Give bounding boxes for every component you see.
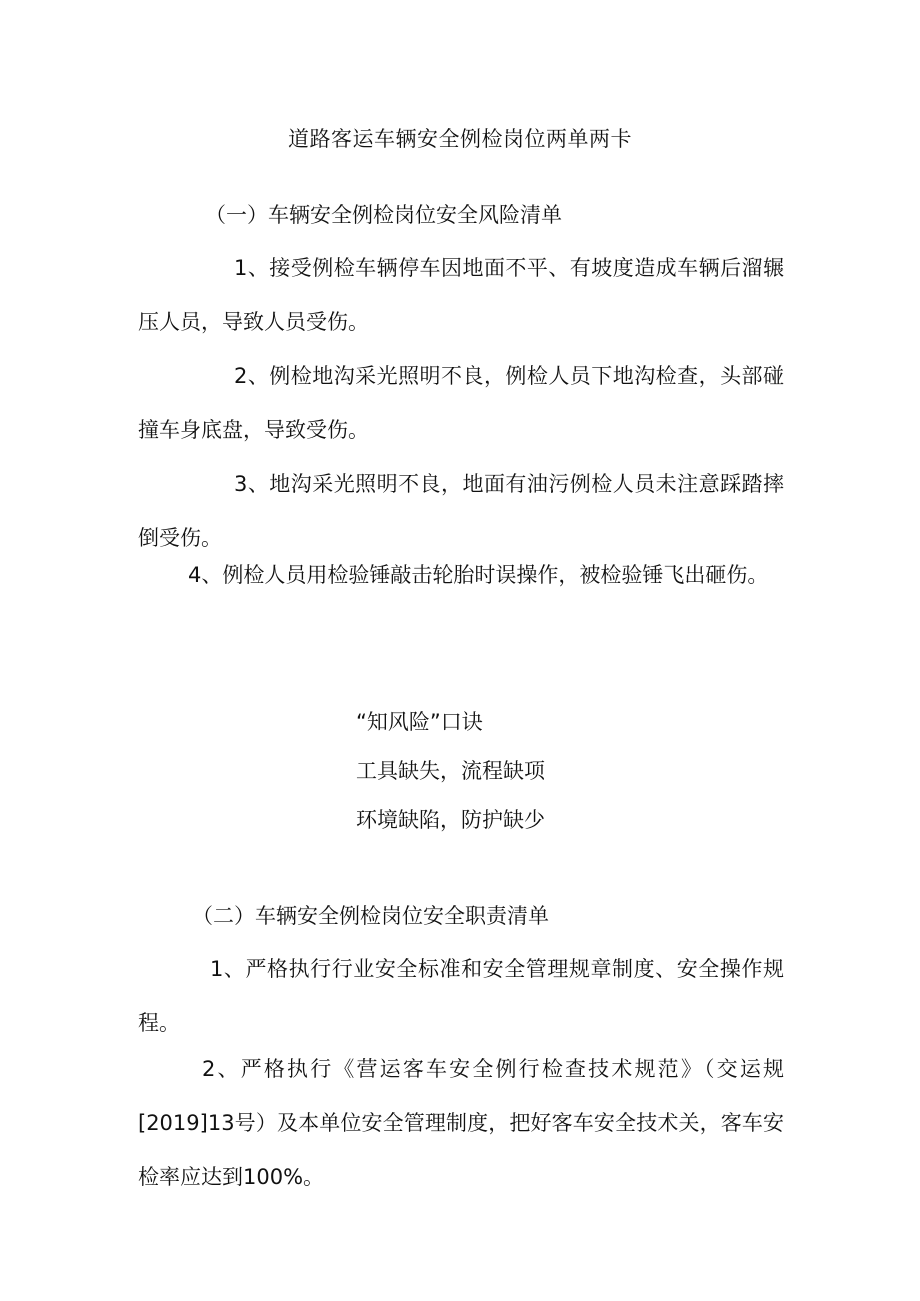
- duty-section-heading: （二）车辆安全例检岗位安全职责清单: [192, 904, 549, 928]
- risk-item-4: 4、例检人员用检验锤敲击轮胎时误操作，被检验锤飞出砸伤。: [188, 563, 769, 587]
- document-title: 道路客运车辆安全例检岗位两单两卡: [288, 127, 632, 151]
- risk-item-3: 3、地沟采光照明不良，地面有油污例检人员未注意踩踏摔倒受伤。: [138, 472, 784, 550]
- risk-item-2: 2、例检地沟采光照明不良，例检人员下地沟检查，头部碰撞车身底盘，导致受伤。: [138, 364, 784, 442]
- slogan-line-1: 工具缺失，流程缺项: [356, 759, 545, 783]
- slogan-line-2: 环境缺陷，防护缺少: [356, 808, 545, 832]
- slogan-title: “知风险”口诀: [356, 710, 483, 734]
- duty-item-1: 1、严格执行行业安全标准和安全管理规章制度、安全操作规程。: [138, 957, 784, 1035]
- risk-item-1: 1、接受例检车辆停车因地面不平、有坡度造成车辆后溜辗压人员，导致人员受伤。: [138, 256, 784, 334]
- risk-section-heading: （一）车辆安全例检岗位安全风险清单: [205, 203, 562, 227]
- duty-item-2: 2、严格执行《营运客车安全例行检查技术规范》（交运规[2019]13号）及本单位安全管理制度，把好客车安全技术关，客车安检率应达到100%。: [138, 1057, 784, 1189]
